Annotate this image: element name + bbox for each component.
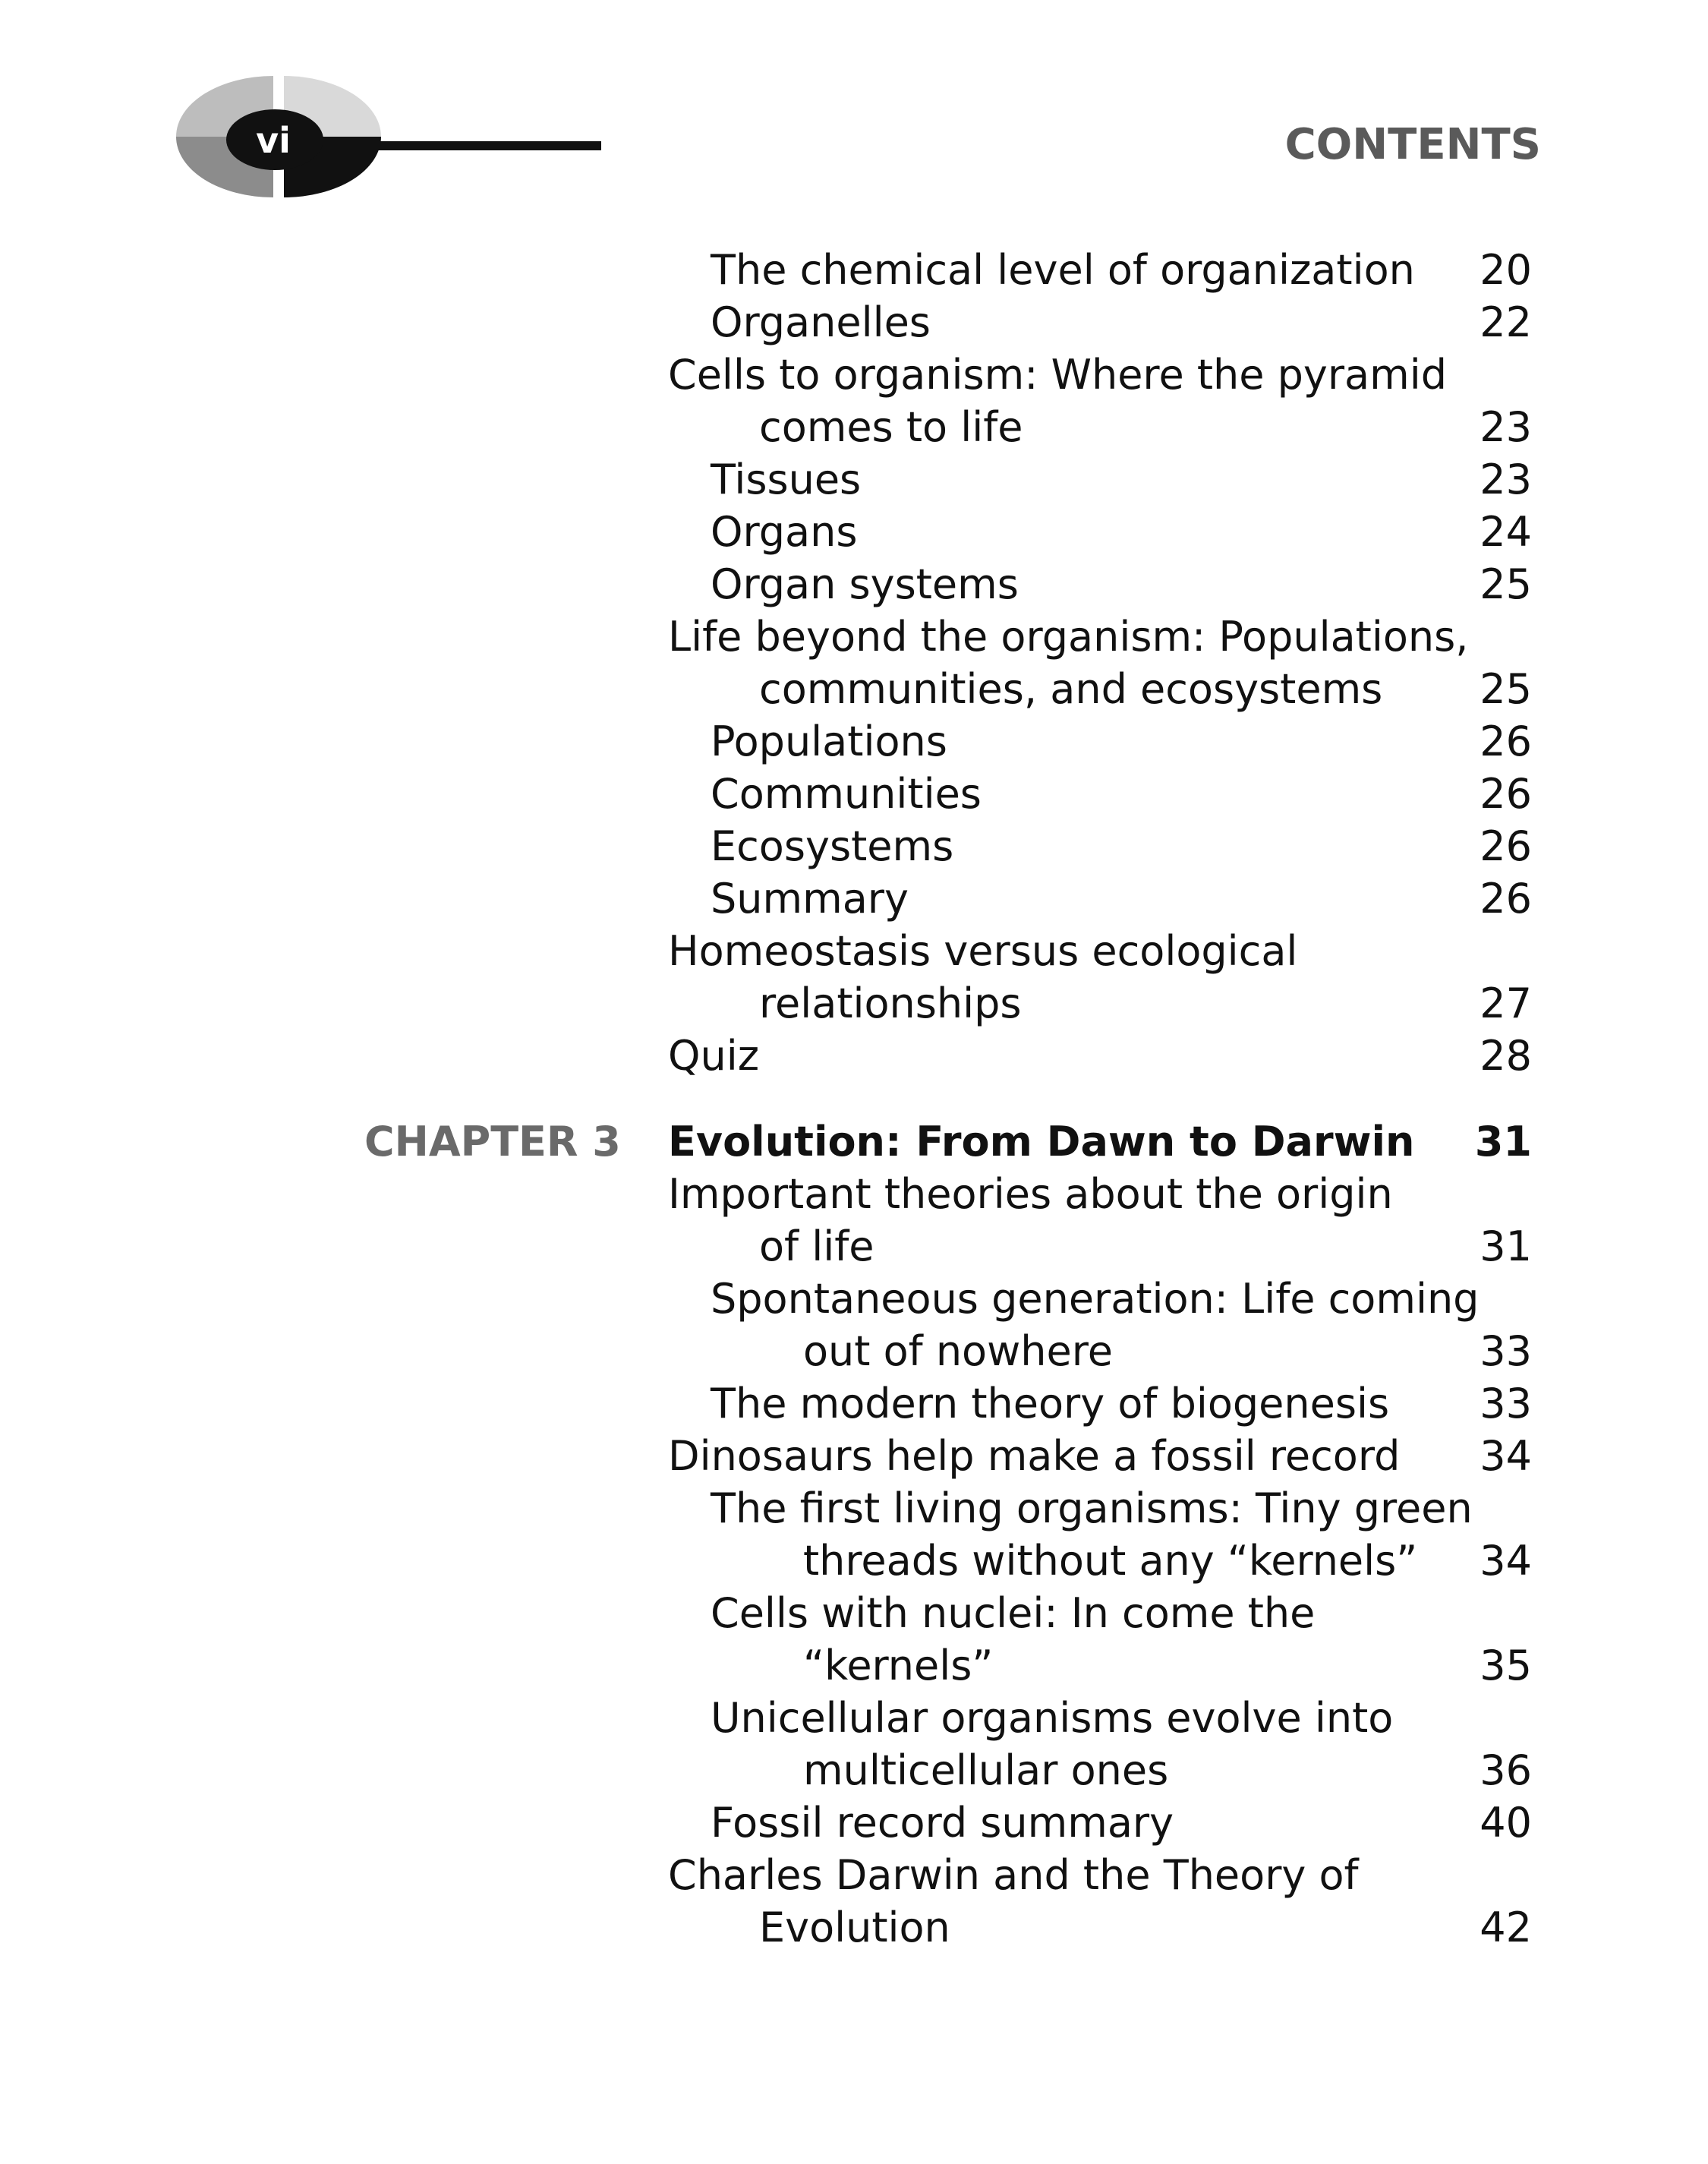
toc-entry-page: 25: [1480, 665, 1532, 713]
toc-entry-page: 24: [1480, 508, 1532, 556]
chapter-title: Evolution: From Dawn to Darwin: [668, 1118, 1415, 1166]
toc-entry: [0, 1796, 1708, 1849]
toc-entry-title: of life: [759, 1222, 874, 1270]
toc-entry: [0, 663, 1708, 715]
toc-entry-page: 26: [1480, 770, 1532, 818]
toc-entry: [0, 1030, 1708, 1082]
toc-entry-page: 25: [1480, 560, 1532, 608]
toc-entry-title: relationships: [759, 979, 1022, 1027]
toc-entry-page: 33: [1480, 1380, 1532, 1427]
toc-entry-title: multicellular ones: [803, 1746, 1169, 1794]
toc-entry: [0, 1273, 1708, 1325]
toc-entry: [0, 1482, 1708, 1535]
chapter-label: CHAPTER 3: [364, 1118, 621, 1166]
running-header-title: CONTENTS: [1284, 120, 1541, 169]
toc-entry-page: 40: [1480, 1799, 1532, 1847]
toc-entry-title: Populations: [711, 718, 947, 765]
toc-entry-title: Quiz: [668, 1032, 760, 1080]
toc-entry-title: The modern theory of biogenesis: [711, 1380, 1390, 1427]
toc-entry-title: Tissues: [711, 456, 862, 503]
toc-entry-page: 36: [1480, 1746, 1532, 1794]
toc-entry: [0, 244, 1708, 296]
toc-entry-page: 22: [1480, 298, 1532, 346]
toc-entry-title: Summary: [711, 875, 909, 923]
toc-entry: [0, 1849, 1708, 1901]
toc-entry-title: Unicellular organisms evolve into: [711, 1694, 1394, 1742]
toc-entry-title: out of nowhere: [803, 1327, 1113, 1375]
toc-entry: [0, 401, 1708, 453]
toc-entry-title: Dinosaurs help make a fossil record: [668, 1432, 1401, 1480]
toc-entry: [0, 715, 1708, 768]
toc-entry-page: 26: [1480, 718, 1532, 765]
toc-entry: [0, 1535, 1708, 1587]
toc-entry-page: 34: [1480, 1432, 1532, 1480]
toc-entry-title: Organ systems: [711, 560, 1019, 608]
toc-entry-page: 23: [1480, 403, 1532, 451]
toc-entry: [0, 610, 1708, 663]
toc-entry: [0, 296, 1708, 349]
toc-entry-title: Organs: [711, 508, 858, 556]
toc-entry-title: Organelles: [711, 298, 931, 346]
toc-entry: [0, 1325, 1708, 1377]
toc-entry: [0, 820, 1708, 872]
toc-entry: [0, 1430, 1708, 1482]
toc-chapter-heading: [0, 1115, 1708, 1168]
toc-entry-title: Communities: [711, 770, 982, 818]
toc-entry: [0, 872, 1708, 925]
toc-entry-title: Important theories about the origin: [668, 1170, 1393, 1218]
toc-entry-page: 23: [1480, 456, 1532, 503]
toc-entry-title: The chemical level of organization: [711, 246, 1415, 294]
toc-entry-page: 34: [1480, 1537, 1532, 1585]
toc-entry-page: 26: [1480, 822, 1532, 870]
toc-entry: [0, 1587, 1708, 1639]
toc-entry-page: 28: [1480, 1032, 1532, 1080]
toc-entry-title: threads without any “kernels”: [803, 1537, 1418, 1585]
toc-entry: [0, 1220, 1708, 1273]
toc-entry: [0, 925, 1708, 977]
toc-entry: [0, 506, 1708, 558]
toc-entry-page: 26: [1480, 875, 1532, 923]
chapter-page: 31: [1474, 1118, 1532, 1166]
toc-entry: [0, 1168, 1708, 1220]
toc-entry-title: Charles Darwin and the Theory of: [668, 1851, 1359, 1899]
toc-entry: [0, 558, 1708, 610]
toc-entry-page: 35: [1480, 1642, 1532, 1689]
toc-entry-page: 20: [1480, 246, 1532, 294]
toc-entry-title: Cells with nuclei: In come the: [711, 1589, 1316, 1637]
toc-entry-title: Spontaneous generation: Life coming: [711, 1275, 1480, 1323]
toc-entry: [0, 768, 1708, 820]
toc-entry-title: comes to life: [759, 403, 1023, 451]
toc-entry-title: The first living organisms: Tiny green: [711, 1484, 1473, 1532]
toc-entry: [0, 1377, 1708, 1430]
toc-entry: [0, 453, 1708, 506]
toc-entry-page: 33: [1480, 1327, 1532, 1375]
toc-entry: [0, 1692, 1708, 1744]
toc-entry-title: Cells to organism: Where the pyramid: [668, 351, 1448, 399]
toc-entry-page: 27: [1480, 979, 1532, 1027]
toc-entry-title: Fossil record summary: [711, 1799, 1174, 1847]
toc-entry-title: “kernels”: [803, 1642, 994, 1689]
toc-entry-title: Life beyond the organism: Populations,: [668, 613, 1469, 661]
toc-entry-title: Homeostasis versus ecological: [668, 927, 1298, 975]
toc-entry: [0, 1639, 1708, 1692]
toc-entry: [0, 349, 1708, 401]
page-number: vi: [256, 120, 291, 161]
toc-entry: [0, 1744, 1708, 1796]
toc-entry-title: Ecosystems: [711, 822, 954, 870]
toc-entry-title: Evolution: [759, 1904, 950, 1951]
toc-entry: [0, 1901, 1708, 1954]
toc-entry-page: 42: [1480, 1904, 1532, 1951]
toc-entry-page: 31: [1480, 1222, 1532, 1270]
toc-entry-title: communities, and ecosystems: [759, 665, 1383, 713]
toc-entry: [0, 977, 1708, 1030]
